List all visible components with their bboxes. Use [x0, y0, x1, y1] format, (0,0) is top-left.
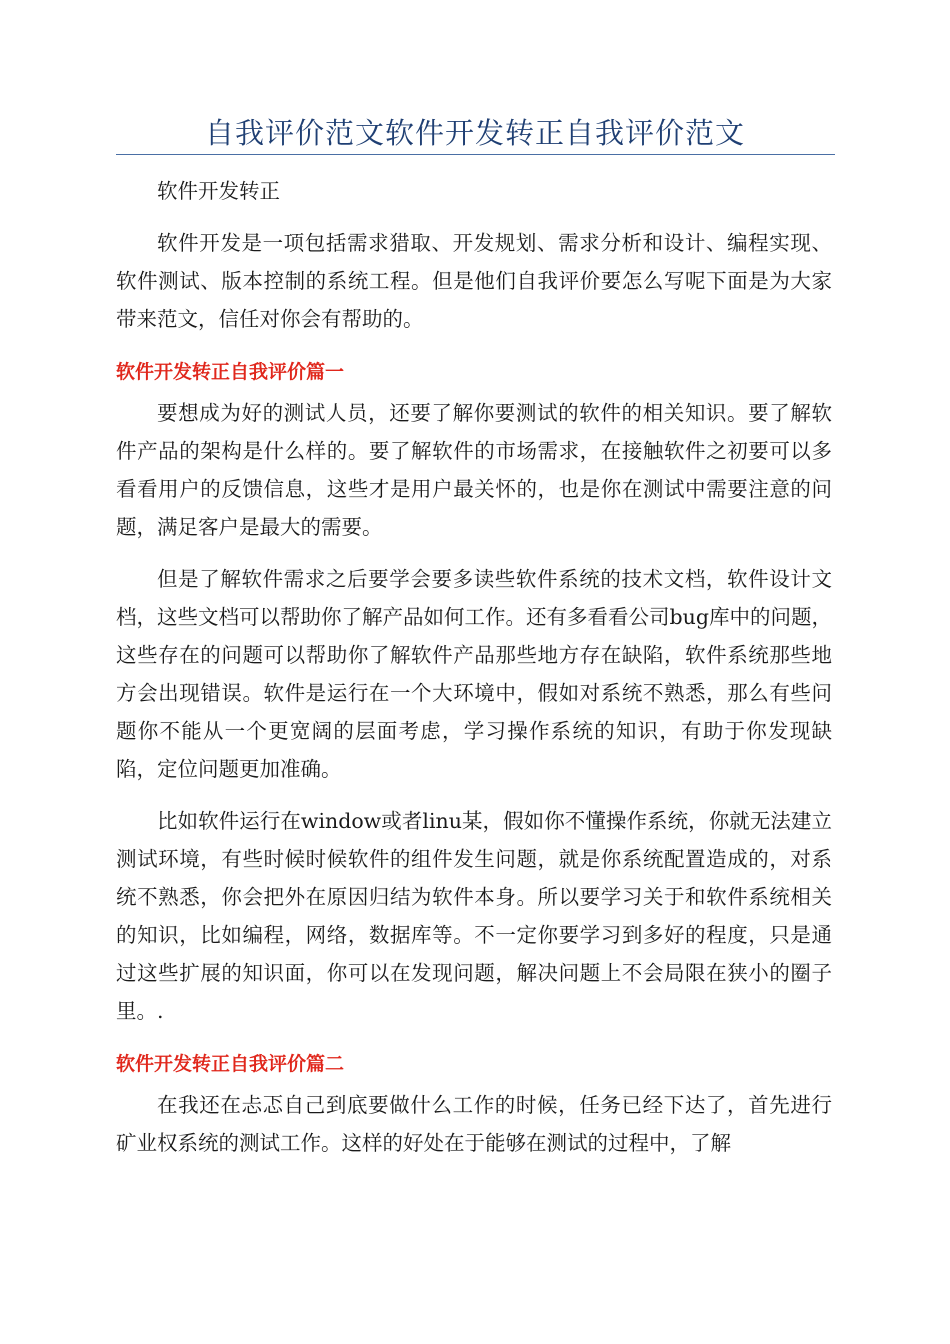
- document-title: 自我评价范文软件开发转正自我评价范文: [204, 116, 745, 150]
- intro-heading: 软件开发转正: [157, 179, 280, 203]
- section-1-paragraph-2: 但是了解软件需求之后要学会要多读些软件系统的技术文档，软件设计文档，这些文档可以帮助你了解产品如何工作。还有多看看公司bug库中的问题，这些存在的问题可以帮助你了解软件产品那些地方存在缺陷，软件系统那些地方会出现错误。软件是运行在一个大环境中，假如对系统不熟悉，那么有些问题你不能从一个更宽阔的层面考虑，学习操作系统的知识，有助于你发现缺陷，定位问题更加准确。: [116, 567, 832, 781]
- section-heading-2: 软件开发转正自我评价篇二: [116, 1053, 345, 1075]
- title-underline: [116, 154, 835, 155]
- intro-paragraph: 软件开发是一项包括需求猎取、开发规划、需求分析和设计、编程实现、软件测试、版本控制的系统工程。但是他们自我评价要怎么写呢下面是为大家带来范文，信任对你会有帮助的。: [116, 231, 832, 331]
- section-1-paragraph-3: 比如软件运行在window或者linu某，假如你不懂操作系统，你就无法建立测试环境，有些时候时候软件的组件发生问题，就是你系统配置造成的，对系统不熟悉，你会把外在原因归结为软件本身。所以要学习关于和软件系统相关的知识，比如编程，网络，数据库等。不一定你要学习到多好的程度，只是通过这些扩展的知识面，你可以在发现问题，解决问题上不会局限在狭小的圈子里。.: [116, 809, 832, 1023]
- section-heading-1: 软件开发转正自我评价篇一: [116, 361, 345, 383]
- section-1-paragraph-1: 要想成为好的测试人员，还要了解你要测试的软件的相关知识。要了解软件产品的架构是什么样的。要了解软件的市场需求，在接触软件之初要可以多看看用户的反馈信息，这些才是用户最关怀的，也是你在测试中需要注意的问题，满足客户是最大的需要。: [116, 401, 832, 539]
- document-body: [116, 172, 832, 1176]
- section-2-paragraph-1: 在我还在忐忑自己到底要做什么工作的时候，任务已经下达了，首先进行矿业权系统的测试工作。这样的好处在于能够在测试的过程中，了解: [116, 1093, 832, 1155]
